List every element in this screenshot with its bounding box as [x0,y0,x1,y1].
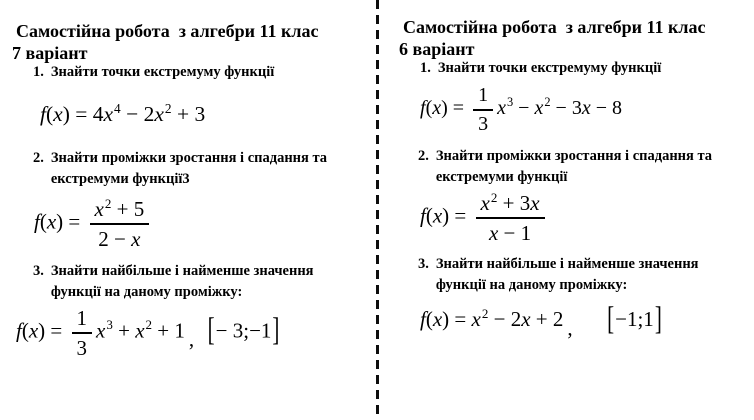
math-sup: 2 [544,95,551,110]
math-text: ) = [442,203,472,228]
math-var: f [16,318,22,343]
math-var: x [131,227,141,252]
math-bracket: ] [272,311,280,349]
math-var: f [40,102,46,126]
math-text: − 3 [550,97,582,120]
math-text: ) = 4 [62,102,104,126]
column-divider [376,0,379,420]
math-var: f [34,209,40,234]
task-text-line: Знайти проміжки зростання і спадання та [435,148,713,164]
math-text: ( [21,318,29,343]
math-text: ) = [38,318,68,343]
math-comma: , [567,315,573,340]
math-var: x [135,318,145,343]
math-var: x [497,97,506,120]
math-text: − 2 [120,102,155,126]
math-text: − [513,97,535,120]
math-var: x [28,318,39,343]
math-sup: 2 [490,190,498,205]
math-text: + 5 [111,197,145,221]
math-text: − 2 [488,307,522,331]
math-comma: , [188,327,195,352]
task-item-1 [420,58,661,79]
right-title-block [399,16,705,60]
task-number: 1. [420,60,431,76]
math-var: x [432,307,443,331]
math-frac [473,83,493,136]
math-var: x [488,221,499,246]
math-var: x [53,102,63,126]
math-text: − 8 [590,97,622,120]
math-var: x [103,102,114,126]
math-text: 1 [478,84,489,106]
math-text: + 2 [530,307,564,331]
math-text: 3 [76,336,88,361]
math-sup: 3 [106,317,113,333]
math-var: x [581,97,591,120]
math-var: x [521,307,531,331]
math-frac-denominator [476,219,545,245]
variant-label: 7 варіант [12,43,88,63]
task-text-line: екстремуми функції [435,169,568,185]
worksheet-title: Самостійна робота з алгебри 11 клас [16,21,319,41]
math-var: f [420,97,426,120]
math-text: + 3 [497,191,531,215]
math-sup: 3 [506,95,514,110]
math-bracket: [ [607,299,615,337]
math-bracket: [ [207,311,215,349]
math-var: x [432,203,443,228]
math-frac-numerator [473,83,493,111]
math-var: f [420,203,426,228]
math-var: x [534,97,544,120]
math-var: x [46,209,57,234]
math-frac-numerator [476,190,545,219]
task-number: 2. [33,150,44,166]
math-text: ( [39,209,47,234]
formula-left-1 [40,101,205,128]
task-number: 3. [33,263,44,279]
math-text: ) = [442,307,472,331]
math-text: − 1 [498,221,532,246]
math-text: − 3;−1 [215,318,272,343]
variant-label: 6 варіант [399,39,475,59]
worksheet-title: Самостійна робота з алгебри 11 клас [403,17,706,37]
math-var: f [420,307,426,331]
math-text [196,318,207,342]
math-var: x [530,191,540,215]
math-text: ( [45,102,54,126]
math-var: x [154,102,164,126]
math-text: + [112,318,136,343]
math-text: + 1 [152,318,185,343]
math-sup: 2 [164,100,172,116]
task-item-2 [33,148,327,190]
math-text: 1 [76,306,88,330]
math-text: −1;1 [615,307,654,331]
math-text: ( [425,97,433,120]
math-var: x [94,197,104,221]
math-text: ) = [441,97,470,120]
left-title-block [12,20,318,64]
task-number: 3. [418,256,429,272]
math-sup: 2 [481,306,489,321]
math-sup: 2 [145,317,153,333]
math-frac-denominator [72,334,93,360]
task-text-line: функції на даному проміжку: [50,284,243,300]
math-frac-numerator [72,305,93,334]
math-frac-denominator [473,111,493,136]
task-text-line: Знайти точки екстремуму функції [50,64,275,80]
formula-right-1 [420,83,622,136]
math-text [575,307,607,331]
math-frac [72,305,93,360]
task-item-2 [418,146,712,188]
math-var: x [480,191,490,215]
formula-right-3 [420,299,663,341]
task-number: 2. [418,148,429,164]
math-frac [90,196,150,251]
math-frac [476,190,545,245]
formula-left-2 [34,196,153,251]
math-text: + 3 [171,102,206,126]
math-sup: 2 [104,196,112,211]
math-text: ( [425,203,433,228]
math-var: x [96,318,106,343]
task-text-line: Знайти точки екстремуму функції [437,60,662,76]
math-var: x [432,97,442,120]
math-bracket: ] [654,299,662,337]
task-text-line: Знайти найбільше і найменше значення [50,263,314,279]
task-item-3 [418,254,699,296]
math-text: 3 [478,113,489,135]
math-text: ) = [56,209,86,234]
task-text-line: Знайти проміжки зростання і спадання та [50,150,328,166]
task-number: 1. [33,64,44,80]
task-text-line: функції на даному проміжку: [435,277,628,293]
math-text: 2 − [98,227,132,252]
task-text-line: екстремуми функції3 [50,171,190,187]
math-var: x [471,307,481,331]
task-item-1 [33,62,274,83]
formula-left-3 [16,305,280,360]
task-text-line: Знайти найбільше і найменше значення [435,256,699,272]
task-item-3 [33,261,314,303]
formula-right-2 [420,190,549,245]
math-sup: 4 [114,100,121,116]
math-frac-denominator [90,225,150,251]
math-frac-numerator [90,196,150,225]
math-text: ( [425,307,433,331]
